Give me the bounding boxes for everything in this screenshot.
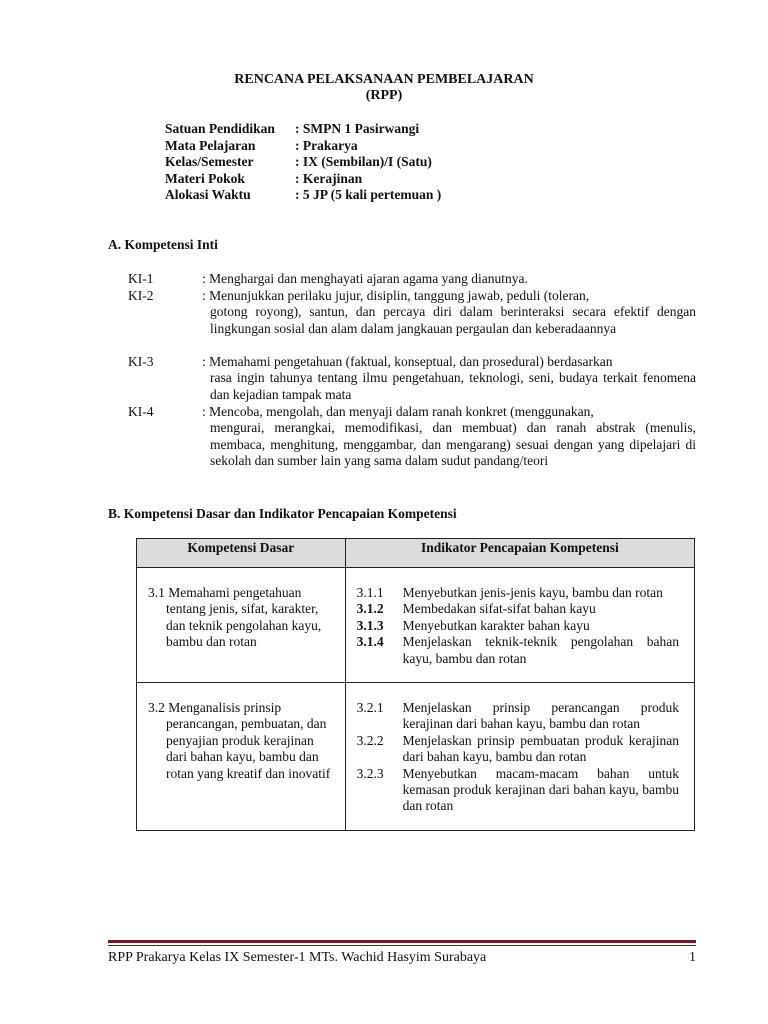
indicator-item [357, 634, 679, 667]
ki-text-cont: gotong royong), santun, dan percaya diri dalam berinteraksi secara efektif dengan lingkungan sosial dan alam dalam jangkauan pergaulan dan keberadaannya [210, 304, 696, 336]
identity-value: : Prakarya [295, 138, 358, 153]
indicator-number: 3.1.2 [356, 601, 384, 617]
footer-text: RPP Prakarya Kelas IX Semester-1 MTs. Wachid Hasyim Surabaya [108, 950, 487, 965]
indicator-item [357, 766, 679, 815]
section-a-heading: A. Kompetensi Inti [108, 237, 218, 252]
kd-cell [137, 683, 346, 831]
ki-code: KI-1 [128, 271, 154, 286]
table-header-indicator: Indikator Pencapaian Kompetensi [345, 539, 694, 568]
section-b-heading: B. Kompetensi Dasar dan Indikator Pencapaian Kompetensi [108, 506, 457, 521]
table-row [137, 568, 695, 683]
indicator-text: Menyebutkan jenis-jenis kayu, bambu dan rotan [402, 585, 663, 600]
ki-text-cont: mengurai, merangkai, memodifikasi, dan membuat) dan ranah abstrak (menulis, membaca, menghitung, menggambar, dan mengarang) sesuai dengan yang dipelajari di sekolah dan sumber lain yang sama dalam sudut pandang/teori [210, 420, 696, 469]
document-title-line1: RENCANA PELAKSANAAN PEMBELAJARAN [234, 72, 534, 87]
identity-label: Satuan Pendidikan [165, 121, 275, 136]
ki-text-first: : Mencoba, mengolah, dan menyaji dalam ranah konkret (menggunakan, [202, 404, 594, 419]
indicator-item [357, 618, 679, 634]
kd-cell [137, 568, 346, 683]
ki-description [202, 288, 696, 337]
indicator-text: Menjelaskan prinsip pembuatan produk kerajinan dari bahan kayu, bambu dan rotan [402, 732, 679, 765]
identity-label: Kelas/Semester [165, 154, 254, 169]
indicator-number: 3.1.1 [356, 585, 384, 600]
identity-value: : Kerajinan [295, 171, 363, 186]
kd-text-cont: tentang jenis, sifat, karakter, dan teknik pengolahan kayu, bambu dan rotan [166, 601, 322, 650]
indicator-item [357, 601, 679, 617]
kd-text-cont: perancangan, pembuatan, dan penyajian produk kerajinan dari bahan kayu, bambu dan rotan yang kreatif dan inovatif [166, 716, 331, 781]
indicator-text: Menjelaskan teknik-teknik pengolahan bahan kayu, bambu dan rotan [402, 634, 679, 666]
indicator-number: 3.2.1 [356, 700, 384, 716]
ki-description [202, 354, 696, 403]
kd-text-first: 3.2 Menganalisis prinsip [148, 700, 282, 716]
ki-text-first: : Menunjukkan perilaku jujur, disiplin, tanggung jawab, peduli (toleran, [202, 288, 590, 303]
indicator-item [357, 585, 679, 601]
identity-value: : SMPN 1 Pasirwangi [295, 121, 420, 136]
indicator-text: Membedakan sifat-sifat bahan kayu [402, 601, 596, 617]
indicator-number: 3.2.3 [356, 765, 384, 781]
footer-rule-thick [108, 940, 696, 943]
indicator-text: Menyebutkan macam-macam bahan untuk kemasan produk kerajinan dari bahan kayu, bambu dan rotan [402, 765, 679, 814]
page-number: 1 [689, 950, 696, 965]
identity-value: : 5 JP (5 kali pertemuan ) [295, 187, 442, 202]
indicator-number: 3.1.4 [356, 634, 384, 650]
ki-text-cont: rasa ingin tahunya tentang ilmu pengetahuan, teknologi, seni, budaya terkait fenomena dan kejadian tampak mata [210, 370, 696, 402]
footer-rule-thin [108, 945, 696, 946]
ki-description [202, 271, 696, 287]
indicator-cell [345, 683, 694, 831]
table-row [137, 683, 695, 831]
indicator-text: Menyebutkan karakter bahan kayu [402, 617, 590, 633]
indicator-number: 3.1.3 [356, 617, 384, 633]
indicator-item [357, 700, 679, 733]
indicator-cell [345, 568, 694, 683]
ki-text-first: : Memahami pengetahuan (faktual, konseptual, dan prosedural) berdasarkan [202, 354, 613, 369]
indicator-number: 3.2.2 [356, 732, 384, 748]
table-header-kd: Kompetensi Dasar [137, 539, 346, 568]
indicator-item [357, 733, 679, 766]
identity-label: Alokasi Waktu [165, 187, 251, 202]
ki-text-first: : Menghargai dan menghayati ajaran agama yang dianutnya. [202, 271, 528, 286]
table-header-row [137, 539, 695, 568]
ki-description [202, 404, 696, 470]
document-title-line2: (RPP) [365, 88, 403, 103]
ki-code: KI-3 [128, 354, 154, 369]
ki-code: KI-2 [128, 288, 154, 303]
identity-label: Materi Pokok [165, 171, 245, 186]
identity-value: : IX (Sembilan)/I (Satu) [295, 154, 432, 169]
identity-label: Mata Pelajaran [165, 138, 256, 153]
ki-code: KI-4 [128, 404, 154, 419]
indicator-text: Menjelaskan prinsip perancangan produk kerajinan dari bahan kayu, bambu dan rotan [402, 700, 679, 732]
competency-table [136, 538, 695, 831]
kd-text-first: 3.1 Memahami pengetahuan [148, 585, 302, 600]
